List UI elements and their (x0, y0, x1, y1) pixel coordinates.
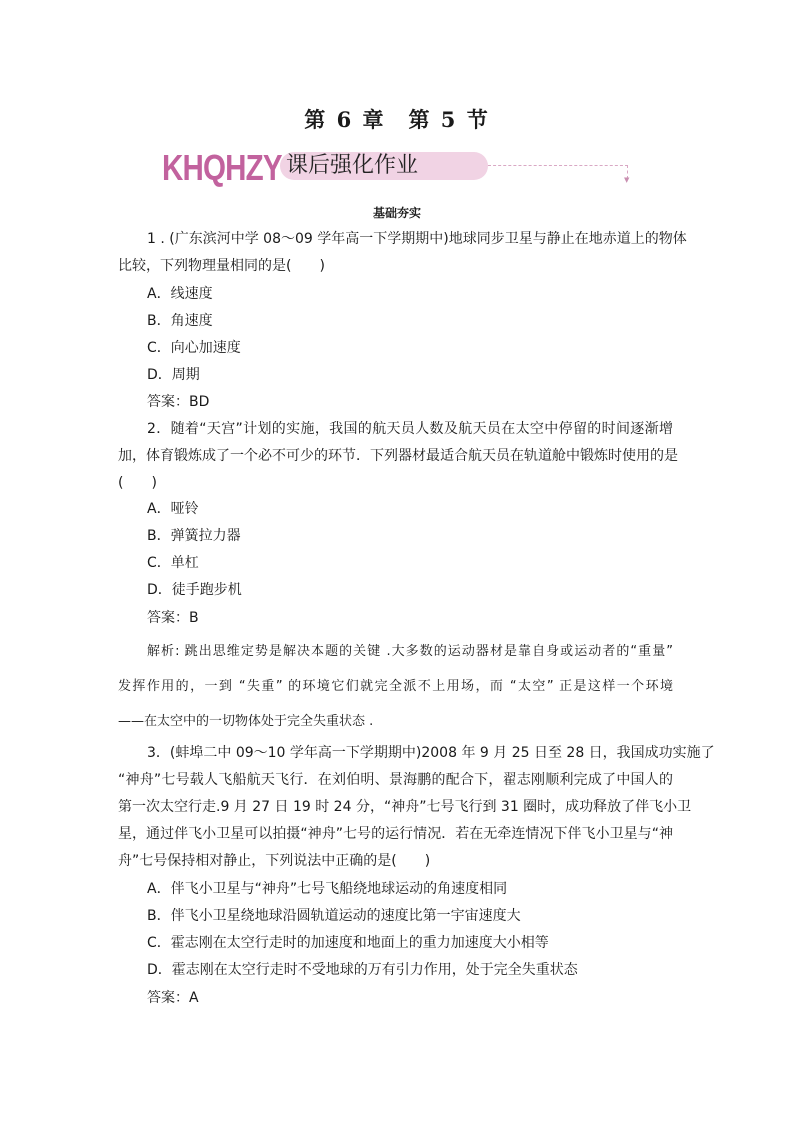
q3-option-c: C．霍志刚在太空行走时的加速度和地面上的重力加速度大小相等 (147, 935, 549, 951)
q3-line-5: 舟”七号保持相对静止，下列说法中正确的是( ) (118, 853, 431, 869)
q2-line-2: 加，体育锻炼成了一个必不可少的环节．下列器材最适合航天员在轨道舱中锻炼时使用的是 (118, 448, 678, 464)
page-title: 第 6 章 第 5 节 (304, 107, 490, 132)
q1-line-1: 1 . (广东滨河中学 08～09 学年高一下学期期中)地球同步卫星与静止在地赤道上的物体 (147, 231, 687, 247)
q3-option-d: D．霍志刚在太空行走时不受地球的万有引力作用，处于完全失重状态 (147, 962, 578, 978)
q2-option-b: B．弹簧拉力器 (147, 528, 241, 544)
banner-dashed-line (488, 165, 628, 166)
down-arrow-icon: ▼ (624, 176, 630, 184)
q2-option-d: D．徒手跑步机 (147, 582, 242, 598)
q1-option-a: A．线速度 (147, 286, 213, 302)
banner-label: 课后强化作业 (286, 153, 419, 178)
q3-line-2: “神舟”七号载人飞船航天飞行．在刘伯明、景海鹏的配合下，翟志刚顺利完成了中国人的 (118, 772, 673, 788)
q1-option-d: D．周期 (147, 367, 200, 383)
q2-option-c: C．单杠 (147, 555, 199, 571)
q3-option-a: A．伴飞小卫星与“神舟”七号飞船绕地球运动的角速度相同 (147, 881, 508, 897)
banner-code: KHQHZY (162, 147, 282, 188)
q3-line-3: 第一次太空行走.9 月 27 日 19 时 24 分，“神舟”七号飞行到 31 圈时，成功释放了伴飞小卫 (118, 799, 692, 815)
q3-option-b: B．伴飞小卫星绕地球沿圆轨道运动的速度比第一宇宙速度大 (147, 908, 521, 924)
q2-line-3: ( ) (118, 475, 157, 491)
homework-banner (158, 148, 638, 188)
q1-line-2: 比较，下列物理量相同的是( ) (118, 258, 325, 274)
q2-answer: 答案：B (147, 610, 199, 626)
section-title: 基础夯实 (372, 206, 421, 220)
q3-line-1: 3．(蚌埠二中 09～10 学年高一下学期期中)2008 年 9 月 25 日至 28 日，我国成功实施了 (147, 745, 715, 761)
q2-option-a: A．哑铃 (147, 501, 199, 517)
q1-option-c: C．向心加速度 (147, 340, 241, 356)
q1-option-b: B．角速度 (147, 313, 213, 329)
q2-line-1: 2．随着“天宫”计划的实施，我国的航天员人数及航天员在太空中停留的时间逐渐增 (147, 421, 673, 437)
q2-analysis-line-2: 发挥作用的，一到 “失重” 的环境它们就完全派不上用场，而 “太空” 正是这样一个环境 (118, 679, 673, 694)
q3-answer: 答案：A (147, 990, 199, 1006)
q1-answer: 答案：BD (147, 394, 210, 410)
q2-analysis-line-3: ——在太空中的一切物体处于完全失重状态 . (118, 714, 374, 729)
q3-line-4: 星，通过伴飞小卫星可以拍摄“神舟”七号的运行情况．若在无牵连情况下伴飞小卫星与“神 (118, 826, 673, 842)
q2-analysis-line-1: 解析: 跳出思维定势是解决本题的关键 .大多数的运动器材是靠自身或运动者的“重量” (147, 644, 673, 659)
